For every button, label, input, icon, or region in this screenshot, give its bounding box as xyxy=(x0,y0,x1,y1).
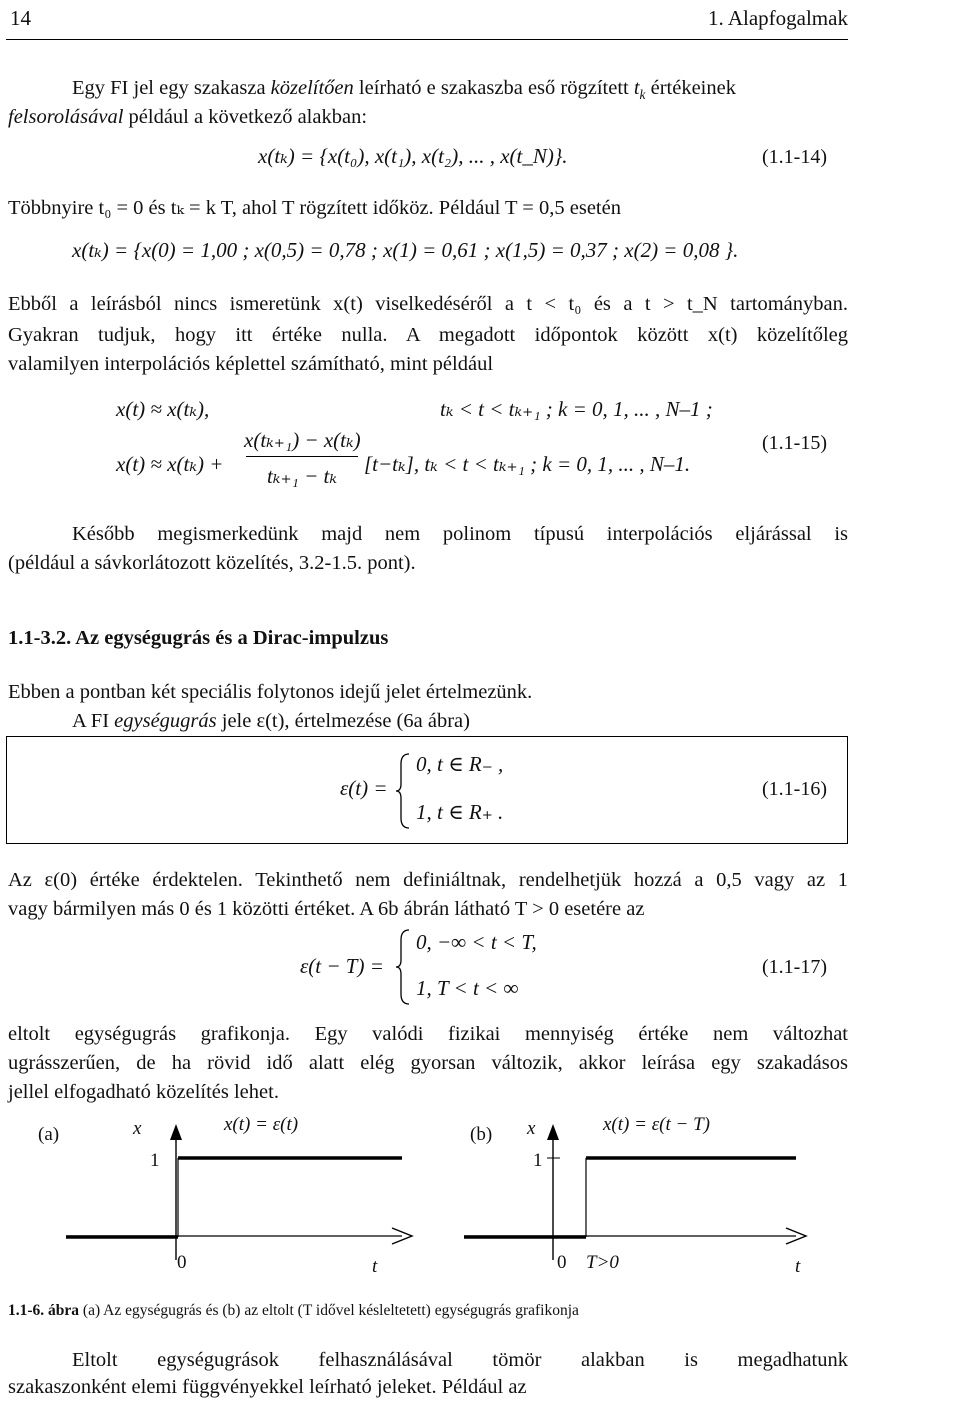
equation-1-1-17-case1: 0, −∞ < t < T, xyxy=(416,930,537,954)
intro-text: Egy FI jel egy szakasza xyxy=(72,77,271,99)
paragraph-line: Később megismerkedünk majd nem polinom típusú interpolációs eljárással is xyxy=(72,523,848,545)
figure-caption xyxy=(8,1302,579,1320)
header-rule xyxy=(6,39,848,40)
figure-b-shift-label: T>0 xyxy=(586,1252,619,1273)
fraction-denominator: tₖ₊₁ − tₖ xyxy=(266,464,338,488)
figure-a-tag: (a) xyxy=(38,1124,60,1145)
figure-a-origin-label: 0 xyxy=(177,1252,187,1273)
intro-text: például a következő alakban: xyxy=(123,106,368,128)
equation-1-1-15-row1-left: x(t) ≈ x(tₖ), xyxy=(116,397,210,421)
equation-1-1-16-lhs: ε(t) = xyxy=(340,776,388,800)
equation-example: x(tₖ) = {x(0) = 1,00 ; x(0,5) = 0,78 ; x(1) = 0,61 ; x(1,5) = 0,37 ; x(2) = 0,08 }. xyxy=(72,238,739,262)
paragraph-line: valamilyen interpolációs képlettel számítható, mint például xyxy=(8,353,494,375)
equation-1-1-16-case2: 1, t ∈ R₊ . xyxy=(416,800,504,824)
intro-text: értékeinek xyxy=(650,77,736,99)
paragraph-line: Eltolt egységugrások felhasználásával tömör alakban is megadhatunk xyxy=(72,1349,848,1371)
paragraph-line: (például a sávkorlátozott közelítés, 3.2-1.5. pont). xyxy=(8,552,416,574)
paragraph-line: Gyakran tudjuk, hogy itt értéke nulla. A megadott időpontok között x(t) közelítőleg xyxy=(8,324,848,346)
text-line: Többnyire t₀ = 0 és tₖ = k T, ahol T rögzített időköz. Például T = 0,5 esetén xyxy=(8,197,621,219)
figure-a-x-axis-label: t xyxy=(372,1256,378,1277)
section-title: Az egységugrás és a Dirac-impulzus xyxy=(75,627,389,649)
brace-icon xyxy=(395,928,411,1006)
figure-a-y-axis-label: x xyxy=(133,1118,142,1139)
intro-line-2 xyxy=(8,103,367,131)
tk-symbol: $t_k$ xyxy=(633,77,646,103)
chapter-title: 1. Alapfogalmak xyxy=(708,6,848,30)
equation-1-1-17-lhs: ε(t − T) = xyxy=(300,954,384,978)
equation-number: (1.1-16) xyxy=(762,778,827,800)
figure-b-title: x(t) = ε(t − T) xyxy=(603,1114,710,1135)
fraction-numerator: x(tₖ₊₁) − x(tₖ) xyxy=(244,428,361,452)
paragraph-line: eltolt egységugrás grafikonja. Egy valódi fizikai mennyiség értéke nem változhat xyxy=(8,1023,848,1045)
paragraph-line: ugrásszerűen, de ha rövid idő alatt elég gyorsan változik, akkor leírása egy szakadásos xyxy=(8,1052,848,1074)
equation-number: (1.1-15) xyxy=(762,432,827,454)
paragraph-line: jellel elfogadható közelítés lehet. xyxy=(8,1081,279,1103)
equation-1-1-15-row2-right: [t−tₖ], tₖ < t < tₖ₊₁ ; k = 0, 1, ... , N–1. xyxy=(364,452,691,476)
intro-emphasis: felsorolásával xyxy=(8,106,124,128)
fraction-bar xyxy=(246,456,358,457)
paragraph-line: vagy bármilyen más 0 és 1 közötti értéket. A 6b ábrán látható T > 0 esetére az xyxy=(8,898,645,920)
section-number: 1.1-3.2. xyxy=(8,627,72,649)
y-axis-arrow-icon xyxy=(547,1124,559,1140)
equation-number: (1.1-17) xyxy=(762,956,827,978)
y-axis-arrow-icon xyxy=(170,1124,182,1140)
figure-a-level-label: 1 xyxy=(150,1150,160,1171)
figure-b-tag: (b) xyxy=(470,1124,493,1145)
equation-1-1-15-row1-right: tₖ < t < tₖ₊₁ ; k = 0, 1, ... , N–1 ; xyxy=(440,397,713,421)
figure-b-origin-label: 0 xyxy=(557,1252,567,1273)
paragraph-line: Az ε(0) értéke érdektelen. Tekinthető nem definiáltnak, rendelhetjük hozzá a 0,5 vagy az 1 xyxy=(8,869,848,891)
figure-caption-text: (a) Az egységugrás és (b) az eltolt (T idővel késleltetett) egységugrás grafikonja xyxy=(79,1302,579,1319)
text: jele ε(t), értelmezése (6a ábra) xyxy=(216,710,470,732)
figure-a-title: x(t) = ε(t) xyxy=(224,1114,299,1135)
paragraph-line: szakaszonként elemi függvényekkel leírható jeleket. Például az xyxy=(8,1376,527,1398)
intro-emphasis: közelítően xyxy=(270,77,354,99)
figure-b-y-axis-label: x xyxy=(527,1118,536,1139)
figure-b-x-axis-label: t xyxy=(795,1256,801,1277)
unit-step-plot-a xyxy=(30,1110,430,1270)
brace-icon xyxy=(395,752,411,830)
paragraph-line: Ebből a leírásból nincs ismeretünk x(t) viselkedéséről a t < t₀ és a t > t_N tartományban. xyxy=(8,293,848,315)
equation-1-1-14: x(tₖ) = {x(t₀), x(t₁), x(t₂), ... , x(t_N)}. xyxy=(258,144,568,168)
page-number: 14 xyxy=(10,6,31,30)
equation-1-1-16-case1: 0, t ∈ R₋ , xyxy=(416,752,504,776)
intro-text: leírható e szakaszba eső rögzített xyxy=(353,77,634,99)
equation-1-1-15-row2-left: x(t) ≈ x(tₖ) + xyxy=(116,452,224,476)
paragraph-line xyxy=(72,707,470,735)
equation-number: (1.1-14) xyxy=(762,146,827,168)
paragraph-line: Ebben a pontban két speciális folytonos idejű jelet értelmezünk. xyxy=(8,681,533,703)
unit-step-plot-b xyxy=(440,1110,820,1270)
text: A FI xyxy=(72,710,115,732)
figure-b-level-label: 1 xyxy=(533,1150,543,1171)
section-heading xyxy=(8,624,388,652)
term-emphasis: egységugrás xyxy=(114,710,217,732)
equation-1-1-17-case2: 1, T < t < ∞ xyxy=(416,976,519,1000)
figure-caption-number: 1.1-6. ábra xyxy=(8,1302,80,1319)
